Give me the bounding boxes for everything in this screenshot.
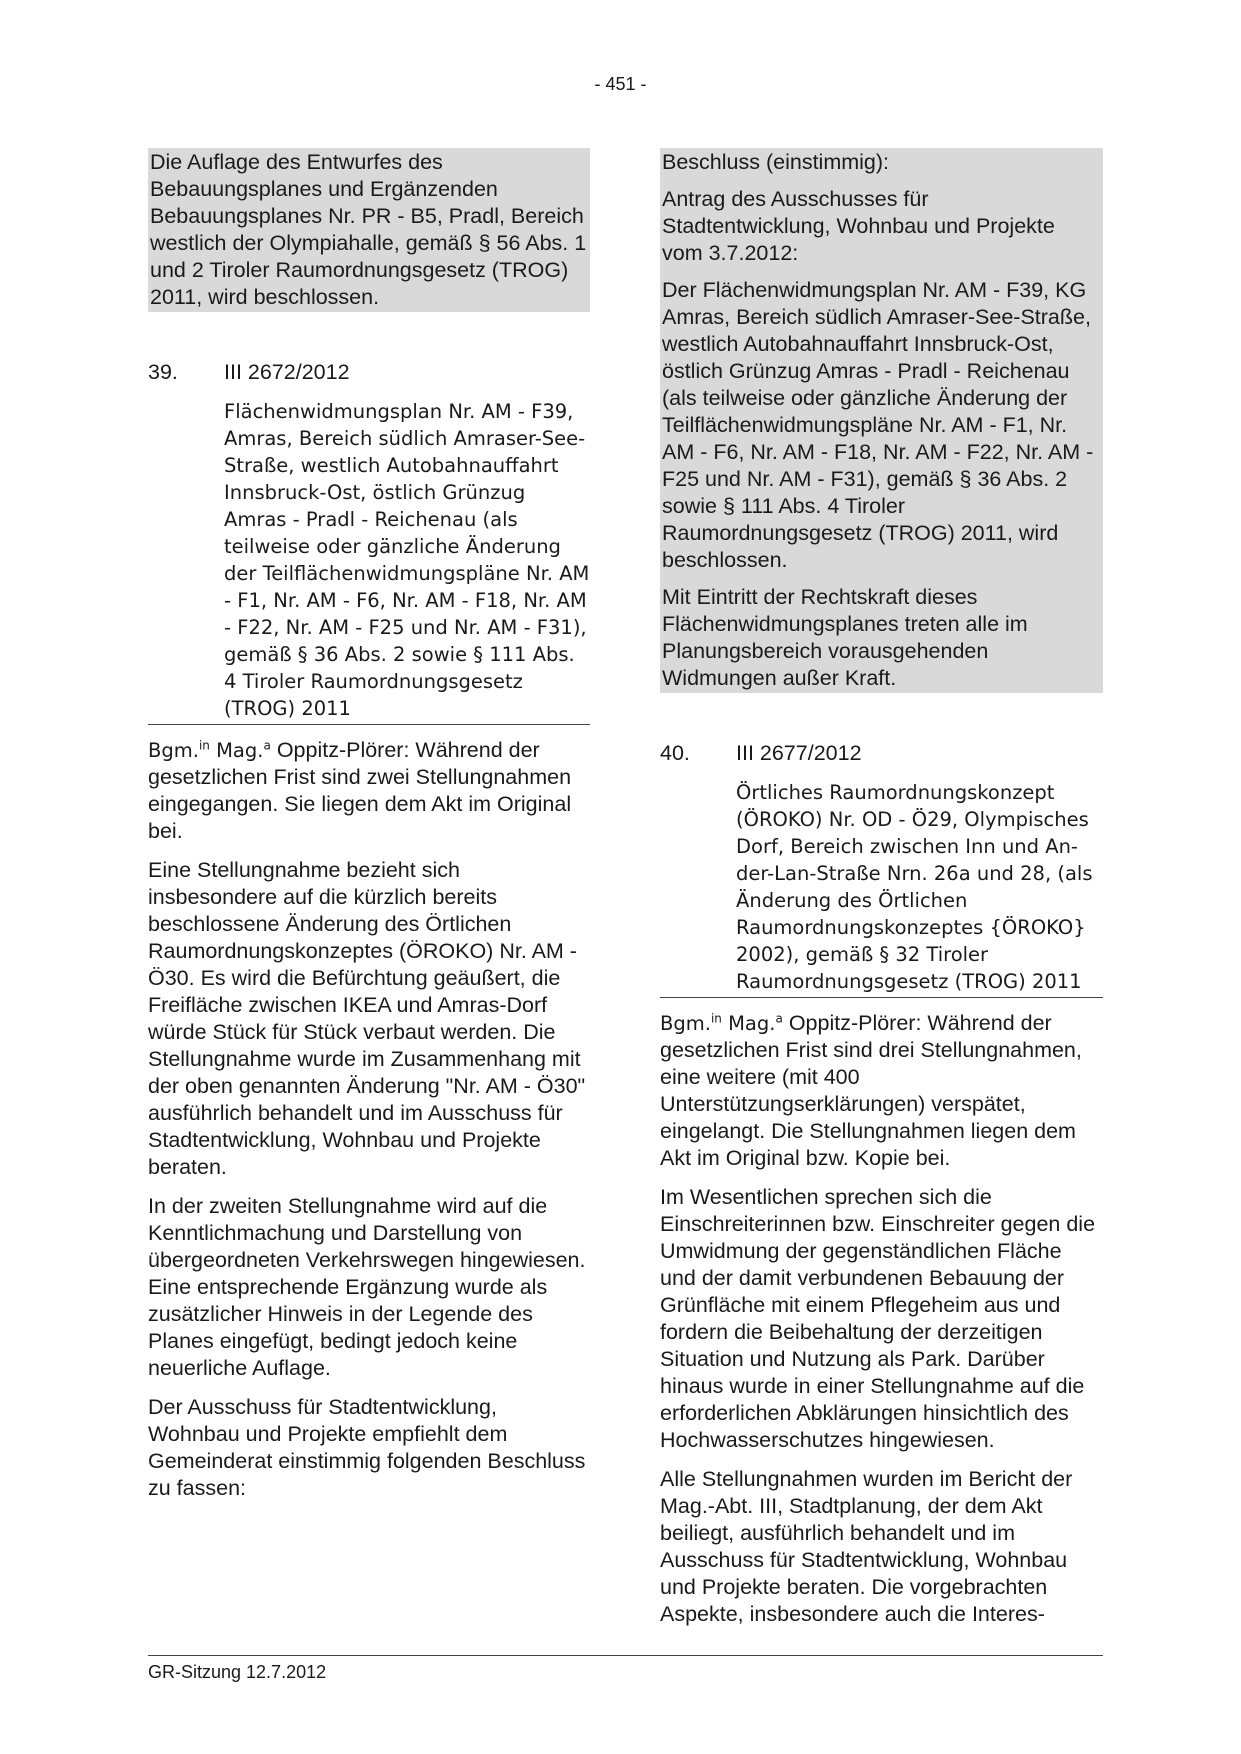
- footer-divider: [148, 1655, 1103, 1656]
- resolution-motion: Antrag des Ausschusses für Stadtentwicklung, Wohnbau und Projekte vom 3.7.2012:: [662, 187, 1055, 265]
- divider: [148, 724, 590, 725]
- footer-session-date: GR-Sitzung 12.7.2012: [148, 1662, 327, 1682]
- paragraph: Im Wesentlichen sprechen sich die Einschreiterinnen bzw. Einschreiter gegen die Umwidmung der gegenständlichen Fläche und der damit verbundenen Bebauung der Grünfläche mit einem Pflegeheim aus und fordern die Beibehaltung der derzeitigen Situation und Nutzung als Park. Darüber hinaus wurde in einer Stellungnahme auf die erforderlichen Abklärungen hinsichtlich des Hochwasserschutzes hingewiesen.: [660, 1185, 1096, 1452]
- agenda-item-number: 39.: [148, 360, 178, 384]
- agenda-item-reference: III 2672/2012: [224, 360, 350, 384]
- resolution-block-f39: [660, 148, 1103, 693]
- resolution-heading: Beschluss (einstimmig):: [662, 150, 889, 174]
- paragraph: Eine Stellungnahme bezieht sich insbesondere auf die kürzlich bereits beschlossene Änderung des Örtlichen Raumordnungskonzeptes (ÖROKO) Nr. AM - Ö30. Es wird die Befürchtung geäußert, die Freifläche zwischen IKEA und Amras-Dorf würde Stück für Stück verbaut werden. Die Stellungnahme wurde im Zusammenhang mit der oben genannten Änderung "Nr. AM - Ö30" ausführlich behandelt und im Ausschuss für Stadtentwicklung, Wohnbau und Projekte beraten.: [148, 858, 586, 1179]
- speaker-name: Bgm.$^{in}$ Mag.$^a$: [148, 738, 271, 762]
- agenda-item-40-header: [660, 740, 1103, 767]
- left-column: [148, 148, 590, 1514]
- resolution-effect: Mit Eintritt der Rechtskraft dieses Flächenwidmungsplanes treten alle im Planungsbereich vorausgehenden Widmungen außer Kraft.: [662, 585, 1028, 690]
- agenda-item-number: 40.: [660, 741, 690, 765]
- resolution-block-b5: [148, 148, 590, 312]
- resolution-text: Die Auflage des Entwurfes des Bebauungsplanes und Ergänzenden Bebauungsplanes Nr. PR - B5, Pradl, Bereich westlich der Olympiahalle, gemäß § 56 Abs. 1 und 2 Tiroler Raumordnungsgesetz (TROG) 2011, wird beschlossen.: [150, 150, 587, 309]
- speaker-statement: [148, 737, 590, 845]
- resolution-text: Der Flächenwidmungsplan Nr. AM - F39, KG Amras, Bereich südlich Amraser-See-Straße, westlich Autobahnauffahrt Innsbruck-Ost, östlich Grünzug Amras - Pradl - Reichenau (als teilweise oder gänzliche Änderung der Teilflächenwidmungspläne Nr. AM - F1, Nr. AM - F6, Nr. AM - F18, Nr. AM - F22, Nr. AM - F25 und Nr. AM - F31), gemäß § 36 Abs. 2 sowie § 111 Abs. 4 Tiroler Raumordnungsgesetz (TROG) 2011, wird beschlossen.: [662, 278, 1094, 572]
- page-number: - 451 -: [594, 74, 647, 94]
- paragraph: In der zweiten Stellungnahme wird auf die Kenntlichmachung und Darstellung von übergeordneten Verkehrswegen hingewiesen. Eine entsprechende Ergänzung wurde als zusätzlicher Hinweis in der Legende des Planes eingefügt, bedingt jedoch keine neuerliche Auflage.: [148, 1194, 586, 1380]
- speaker-statement: [660, 1010, 1103, 1172]
- agenda-item-title: Flächenwidmungsplan Nr. AM - F39, Amras, Bereich südlich Amraser-See-Straße, westlich Autobahnauffahrt Innsbruck-Ost, östlich Grünzug Amras - Pradl - Reichenau (als teilweise oder gänzliche Änderung der Teilflächenwidmungspläne Nr. AM - F1, Nr. AM - F6, Nr. AM - F18, Nr. AM - F22, Nr. AM - F25 und Nr. AM - F31), gemäß § 36 Abs. 2 sowie § 111 Abs. 4 Tiroler Raumordnungsgesetz (TROG) 2011: [224, 400, 590, 720]
- speaker-text: Oppitz-Plörer: Während der gesetzlichen Frist sind drei Stellungnahmen, eine weitere (mit 400 Unterstützungserklärungen) verspätet, eingelangt. Die Stellungnahmen liegen dem Akt im Original bzw. Kopie bei.: [660, 1011, 1082, 1170]
- divider: [660, 997, 1103, 998]
- paragraph: Alle Stellungnahmen wurden im Bericht der Mag.-Abt. III, Stadtplanung, der dem Akt beiliegt, ausführlich behandelt und im Ausschuss für Stadtentwicklung, Wohnbau und Projekte beraten. Die vorgebrachten Aspekte, insbesondere auch die Interes-: [660, 1467, 1073, 1626]
- agenda-item-title: Örtliches Raumordnungskonzept (ÖROKO) Nr. OD - Ö29, Olympisches Dorf, Bereich zwischen Inn und An-der-Lan-Straße Nrn. 26a und 28, (als Änderung des Örtlichen Raumordnungskonzeptes {ÖROKO} 2002), gemäß § 32 Tiroler Raumordnungsgesetz (TROG) 2011: [736, 781, 1093, 993]
- right-column: [660, 148, 1103, 1640]
- speaker-name: Bgm.$^{in}$ Mag.$^a$: [660, 1011, 783, 1035]
- speaker-text: Oppitz-Plörer: Während der gesetzlichen Frist sind zwei Stellungnahmen eingegangen. Sie liegen dem Akt im Original bei.: [148, 738, 572, 843]
- agenda-item-reference: III 2677/2012: [736, 741, 862, 765]
- paragraph: Der Ausschuss für Stadtentwicklung, Wohnbau und Projekte empfiehlt dem Gemeinderat einstimmig folgenden Beschluss zu fassen:: [148, 1395, 586, 1500]
- agenda-item-39-header: [148, 359, 590, 386]
